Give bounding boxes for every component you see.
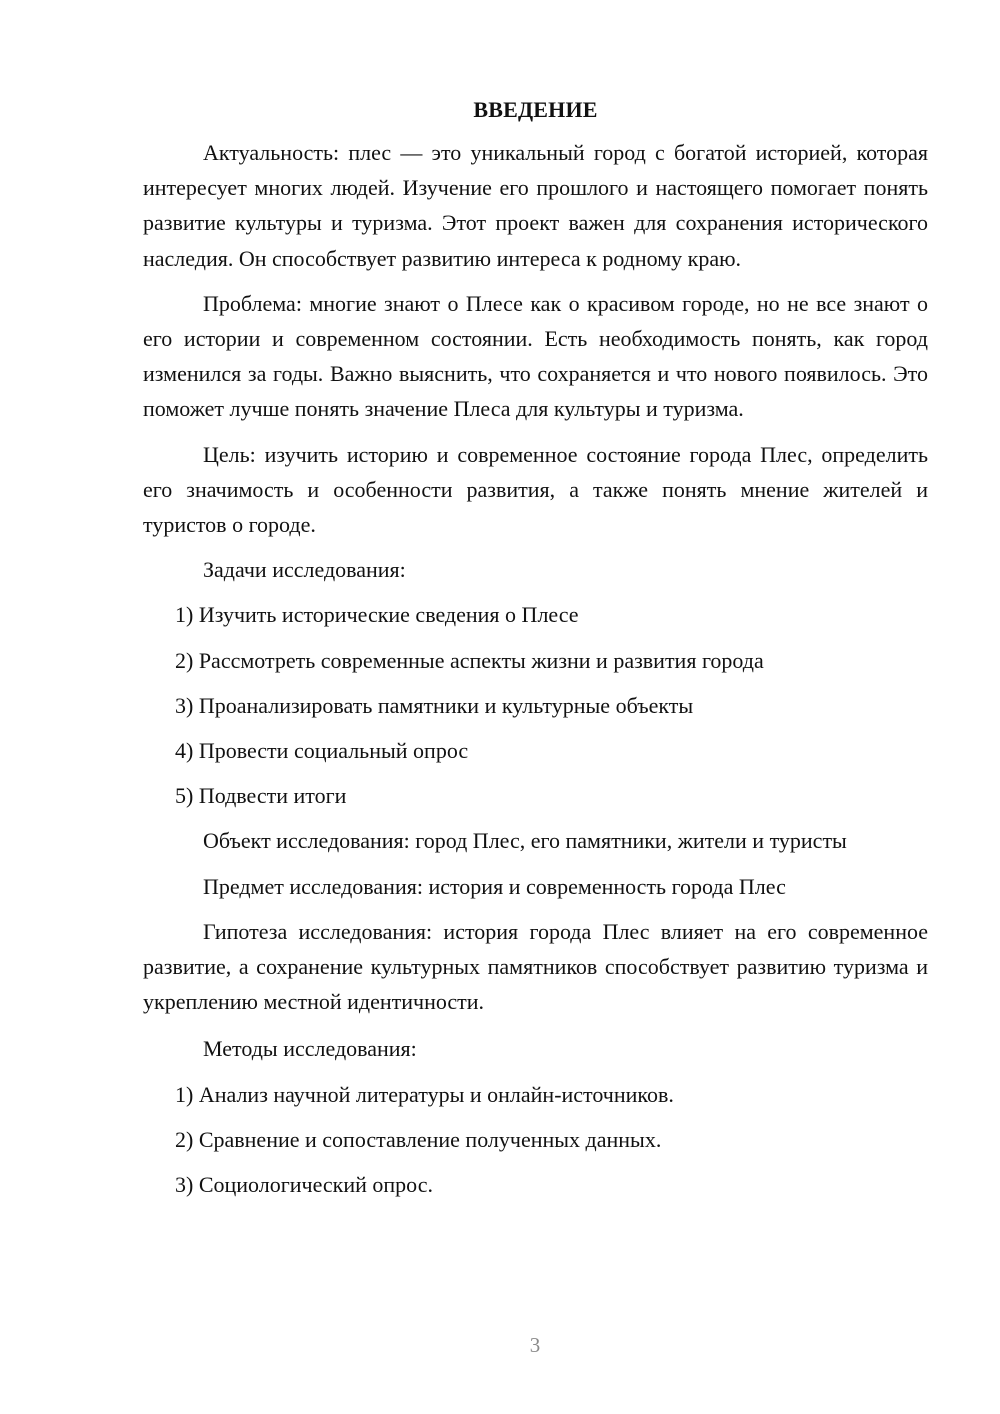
relevance-paragraph: Актуальность: плес — это уникальный город с богатой историей, которая интересует многих людей. Изучение его прошлого и настоящего помогает понять развитие культуры и туризма. Этот проект важен для сохранения исторического наследия. Он способствует развитию интереса к родному краю.	[143, 140, 928, 271]
page-content	[143, 94, 928, 1202]
method-item: 1) Анализ научной литературы и онлайн-источников.	[175, 1081, 674, 1107]
page-title: ВВЕДЕНИЕ	[473, 97, 598, 122]
task-item: 2) Рассмотреть современные аспекты жизни и развития города	[175, 647, 764, 673]
object-paragraph: Объект исследования: город Плес, его памятники, жители и туристы	[203, 828, 847, 854]
subject-paragraph: Предмет исследования: история и современность города Плес	[203, 873, 786, 899]
method-item: 3) Социологический опрос.	[175, 1172, 433, 1198]
hypothesis-paragraph: Гипотеза исследования: история города Плес влияет на его современное развитие, а сохранение культурных памятников способствует развитию туризма и укреплению местной идентичности.	[143, 918, 928, 1015]
tasks-heading: Задачи исследования:	[203, 557, 406, 583]
task-item: 5) Подвести итоги	[175, 783, 347, 809]
method-item: 2) Сравнение и сопоставление полученных данных.	[175, 1126, 662, 1152]
page-number: 3	[529, 1333, 541, 1357]
problem-paragraph: Проблема: многие знают о Плесе как о красивом городе, но не все знают о его истории и современном состоянии. Есть необходимость понять, как город изменился за годы. Важно выяснить, что сохраняется и что нового появилось. Это поможет лучше понять значение Плеса для культуры и туризма.	[143, 290, 928, 422]
methods-heading: Методы исследования:	[203, 1036, 417, 1062]
task-item: 1) Изучить исторические сведения о Плесе	[175, 602, 579, 628]
task-item: 3) Проанализировать памятники и культурные объекты	[175, 692, 694, 718]
goal-paragraph: Цель: изучить историю и современное состояние города Плес, определить его значимость и особенности развития, а также понять мнение жителей и туристов о городе.	[143, 441, 928, 538]
task-item: 4) Провести социальный опрос	[175, 738, 469, 764]
